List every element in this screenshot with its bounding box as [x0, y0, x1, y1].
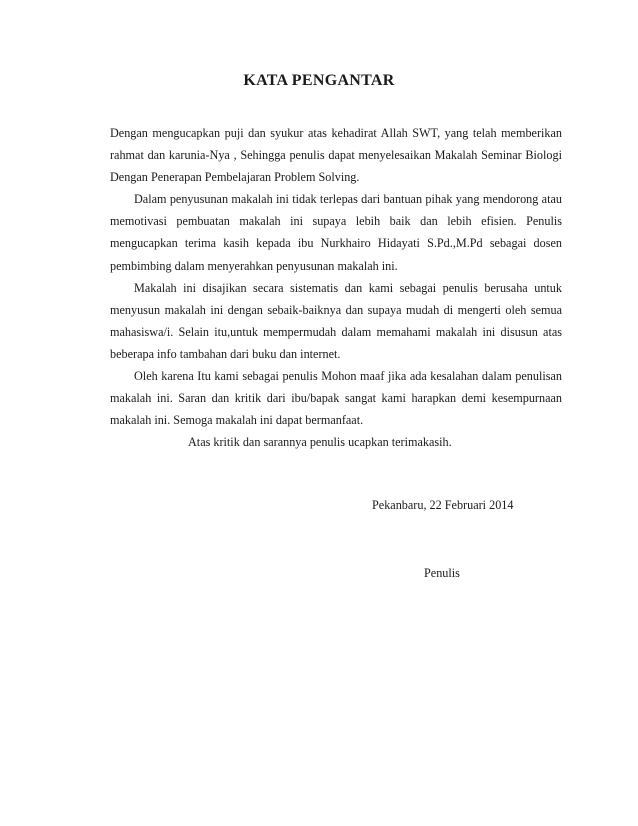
closing-line: Atas kritik dan sarannya penulis ucapkan terimakasih. [188, 435, 452, 450]
paragraph-2: Dalam penyusunan makalah ini tidak terlepas dari bantuan pihak yang mendorong atau memotivasi pembuatan makalah ini supaya lebih baik dan lebih efisien. Penulis mengucapkan terima kasih kepada ibu Nurkhairo Hidayati S.Pd.,M.Pd sebagai dosen pembimbing dalam menyerahkan penyusunan makalah ini. [110, 192, 562, 273]
body-text [110, 122, 562, 453]
paragraph-4: Oleh karena Itu kami sebagai penulis Mohon maaf jika ada kesalahan dalam penulisan makalah ini. Saran dan kritik dari ibu/bapak sangat kami harapkan demi kesempurnaan makalah ini. Semoga makalah ini dapat bermanfaat. [110, 369, 562, 428]
paragraph-3: Makalah ini disajikan secara sistematis dan kami sebagai penulis berusaha untuk menyusun makalah ini dengan sebaik-baiknya dan supaya mudah di mengerti oleh semua mahasiswa/i. Selain itu,untuk mempermudah dalam memahami makalah ini disusun atas beberapa info tambahan dari buku dan internet. [110, 280, 562, 361]
signature: Penulis [424, 566, 460, 580]
place-date: Pekanbaru, 22 Februari 2014 [372, 498, 514, 512]
paragraph-1: Dengan mengucapkan puji dan syukur atas kehadirat Allah SWT, yang telah memberikan rahmat dan karunia-Nya , Sehingga penulis dapat menyelesaikan Makalah Seminar Biologi Dengan Penerapan Pembelajaran Problem Solving. [110, 126, 562, 185]
page-title: KATA PENGANTAR [243, 72, 395, 89]
